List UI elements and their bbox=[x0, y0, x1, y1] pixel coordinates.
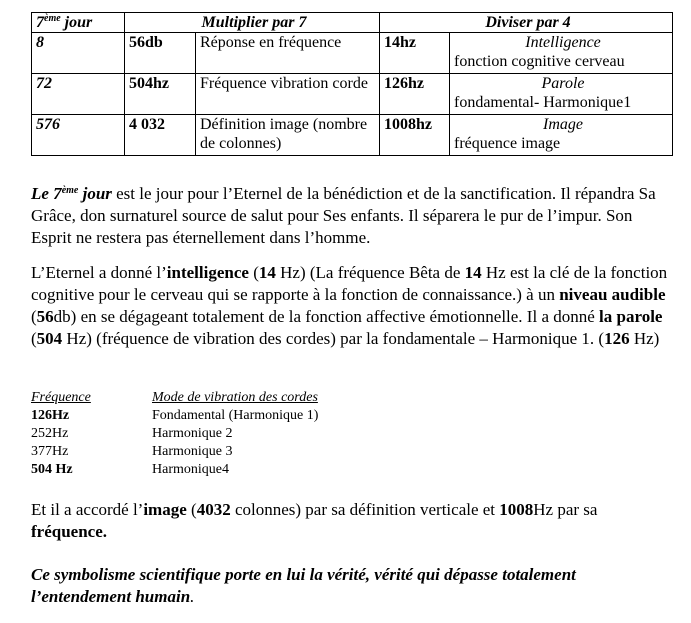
cell-div-title: Intelligence bbox=[525, 34, 601, 51]
cell-mult-desc: Fréquence vibration corde bbox=[196, 74, 380, 115]
table-row bbox=[32, 115, 673, 156]
cell-div-desc bbox=[450, 115, 673, 156]
cell-mult-value: 56db bbox=[125, 33, 196, 74]
header-day: 7ème jour bbox=[32, 13, 125, 33]
cell-mult-value: 504hz bbox=[125, 74, 196, 115]
cell-div-text: fondamental- Harmonique1 bbox=[454, 94, 632, 111]
list-item: 377Hz Harmonique 3 bbox=[31, 444, 233, 459]
cell-mult-desc: Réponse en fréquence bbox=[196, 33, 380, 74]
cell-div-desc bbox=[450, 33, 673, 74]
header-multiply: Multiplier par 7 bbox=[125, 13, 380, 33]
cell-div-text: fonction cognitive cerveau bbox=[454, 53, 625, 70]
cell-div-value: 126hz bbox=[380, 74, 450, 115]
paragraph-image: Et il a accordé l’image (4032 colonnes) par sa définition verticale et 1008Hz par sa fréquence. bbox=[31, 500, 598, 541]
list-item: 504 Hz Harmonique4 bbox=[31, 462, 229, 477]
header-divide: Diviser par 4 bbox=[380, 13, 673, 33]
paragraph-conclusion: Ce symbolisme scientifique porte en lui la vérité, vérité qui dépasse totalement l’entendement humain. bbox=[31, 565, 576, 606]
cell-mult-desc: Définition image (nombre de colonnes) bbox=[196, 115, 380, 156]
table-header-row bbox=[32, 13, 673, 33]
cell-div-title: Parole bbox=[541, 75, 585, 92]
cell-day: 72 bbox=[32, 74, 125, 115]
cell-day: 576 bbox=[32, 115, 125, 156]
paragraph-intelligence: L’Eternel a donné l’intelligence (14 Hz) (La fréquence Bêta de 14 Hz est la clé de la fonction cognitive pour le cerveau qui se rapporte à la fonction de connaissance.) à un niveau audible (56db) en se dégageant totalement de la fonction affective émotionnelle. Il a donné la parole (504 Hz) (fréquence de vibration des cordes) par la fondamentale – Harmonique 1. (126 Hz) bbox=[31, 263, 668, 348]
frequency-list-header bbox=[31, 389, 431, 407]
cell-div-desc bbox=[450, 74, 673, 115]
paragraph-seventh-day: Le 7ème jour est le jour pour l’Eternel de la bénédiction et de la sanctification. Il répandra Sa Grâce, don surnaturel source de salut pour Ses enfants. Il séparera le pur de l’impur. Son Esprit ne restera pas éternellement dans l’homme. bbox=[31, 184, 656, 247]
frequency-list bbox=[31, 389, 431, 479]
list-item: 126Hz Fondamental (Harmonique 1) bbox=[31, 408, 319, 423]
correspondence-table bbox=[31, 12, 673, 156]
cell-mult-value: 4 032 bbox=[125, 115, 196, 156]
header-frequence: Fréquence bbox=[31, 390, 91, 405]
table-row bbox=[32, 74, 673, 115]
table-row bbox=[32, 33, 673, 74]
cell-div-text: fréquence image bbox=[454, 135, 561, 152]
cell-div-value: 14hz bbox=[380, 33, 450, 74]
cell-day: 8 bbox=[32, 33, 125, 74]
cell-div-value: 1008hz bbox=[380, 115, 450, 156]
cell-div-title: Image bbox=[543, 116, 583, 133]
header-mode: Mode de vibration des cordes bbox=[152, 390, 318, 405]
list-item: 252Hz Harmonique 2 bbox=[31, 426, 233, 441]
